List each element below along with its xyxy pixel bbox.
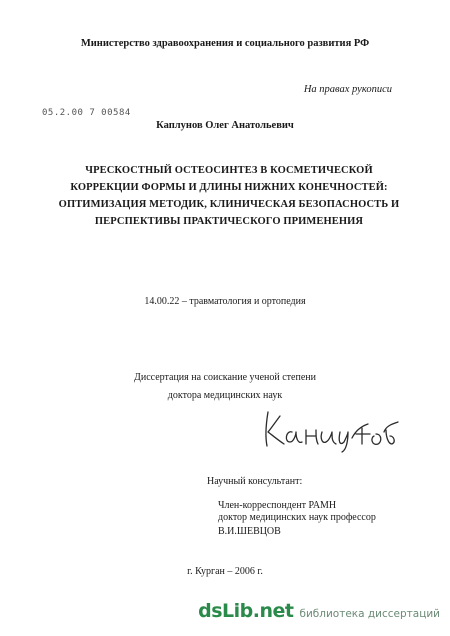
rights-note: На правах рукописи xyxy=(303,84,392,95)
watermark-brand[interactable]: dsLib.net xyxy=(198,600,294,622)
watermark-subtitle: библиотека диссертаций xyxy=(299,608,440,620)
dissertation-title xyxy=(44,162,414,230)
degree-statement xyxy=(0,369,450,405)
title-line: КОРРЕКЦИИ ФОРМЫ И ДЛИНЫ НИЖНИХ КОНЕЧНОСТЕЙ: xyxy=(70,182,388,193)
consultant-title: Член-корреспондент РАМН xyxy=(218,500,337,511)
city-year: г. Курган – 2006 г. xyxy=(187,566,263,577)
author-name: Каплунов Олег Анатольевич xyxy=(156,120,294,131)
watermark[interactable] xyxy=(198,596,440,626)
degree-line: Диссертация на соискание ученой степени xyxy=(134,372,316,383)
consultant-label: Научный консультант: xyxy=(207,476,303,487)
title-line: ОПТИМИЗАЦИЯ МЕТОДИК, КЛИНИЧЕСКАЯ БЕЗОПАСНОСТЬ И xyxy=(58,199,400,210)
catalog-code: 05.2.00 7 00584 xyxy=(42,108,131,118)
specialty-code: 14.00.22 – травматология и ортопедия xyxy=(144,296,306,307)
title-line: ПЕРСПЕКТИВЫ ПРАКТИЧЕСКОГО ПРИМЕНЕНИЯ xyxy=(94,216,364,227)
ministry-heading: Министерство здравоохранения и социального развития РФ xyxy=(80,38,370,49)
handwritten-signature-icon xyxy=(258,402,408,454)
degree-line: доктора медицинских наук xyxy=(167,390,283,401)
title-line: ЧРЕСКОСТНЫЙ ОСТЕОСИНТЕЗ В КОСМЕТИЧЕСКОЙ xyxy=(85,165,373,176)
consultant-degree: доктор медицинских наук профессор xyxy=(218,512,376,523)
consultant-name: В.И.ШЕВЦОВ xyxy=(218,526,281,537)
